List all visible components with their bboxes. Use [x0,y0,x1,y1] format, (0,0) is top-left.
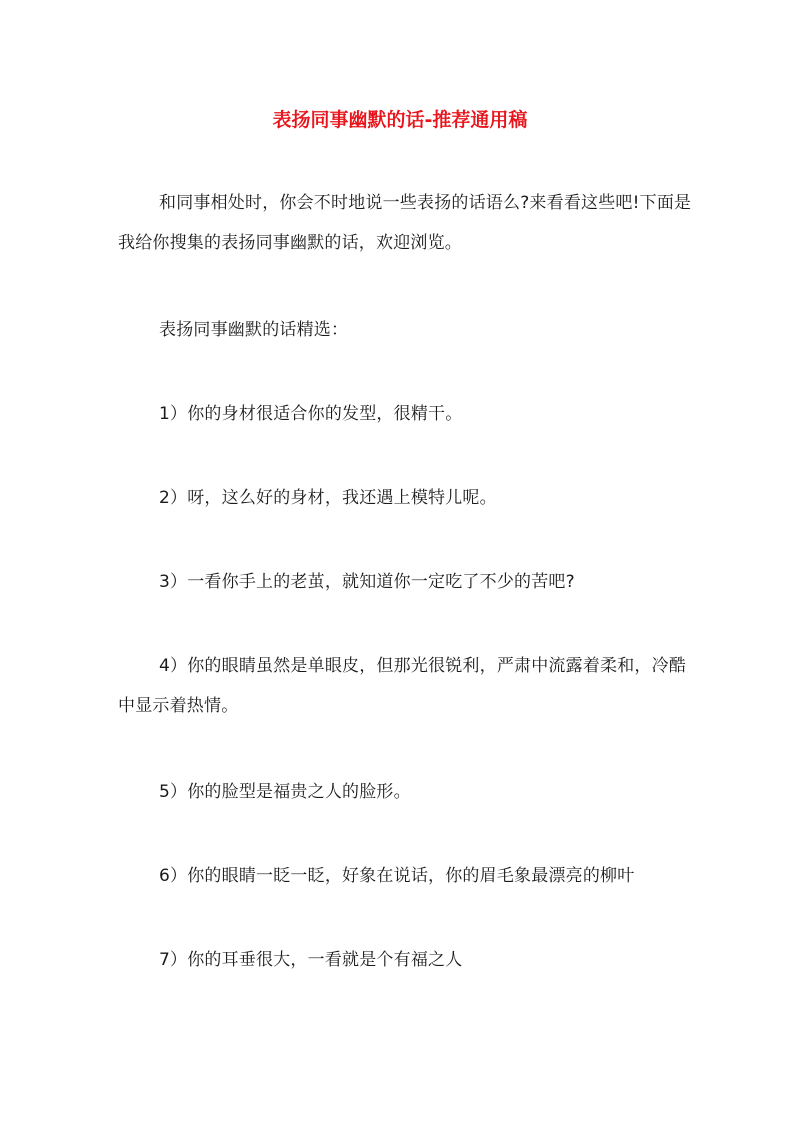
list-item: 2）呀，这么好的身材，我还遇上模特儿呢。 [159,488,497,508]
list-item: 1）你的身材很适合你的发型，很精干。 [159,404,463,424]
list-item: 4）你的眼睛虽然是单眼皮，但那光很锐利，严肃中流露着柔和，冷酷中显示着热情。 [118,656,687,716]
list-item: 6）你的眼睛一眨一眨，好象在说话，你的眉毛象最漂亮的柳叶 [159,866,635,886]
document-title: 表扬同事幽默的话-推荐通用稿 [272,109,528,131]
list-item: 5）你的脸型是福贵之人的脸形。 [159,782,411,802]
section-heading: 表扬同事幽默的话精选： [159,320,349,340]
list-item: 7）你的耳垂很大，一看就是个有福之人 [159,950,463,970]
list-item: 3）一看你手上的老茧，就知道你一定吃了不少的苦吧? [159,572,575,592]
intro-paragraph: 和同事相处时，你会不时地说一些表扬的话语么?来看看这些吧!下面是我给你搜集的表扬同事幽默的话，欢迎浏览。 [118,193,692,253]
